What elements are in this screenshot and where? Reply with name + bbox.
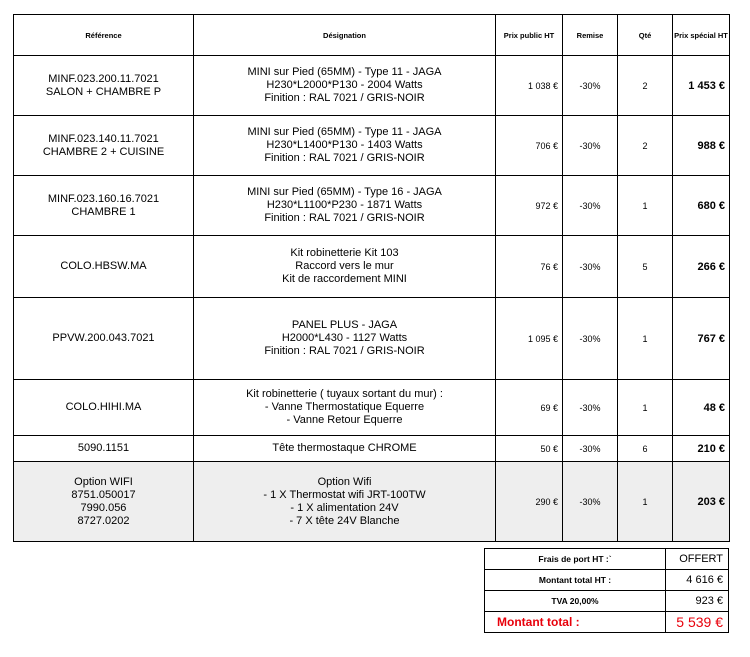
header-row [14, 15, 730, 56]
designation-cell-line: - Vanne Thermostatique Equerre [264, 401, 425, 413]
designation-cell-line: Finition : RAL 7021 / GRIS-NOIR [264, 152, 425, 164]
designation-cell-line: Tête thermostaque CHROME [272, 442, 417, 454]
designation-cell-line: Kit de raccordement MINI [282, 273, 407, 285]
reference-cell-line: COLO.HIHI.MA [65, 401, 142, 413]
prix-public-cell: 76 € [496, 236, 563, 298]
designation-cell-line: H2000*L430 - 1127 Watts [281, 332, 408, 344]
qte-cell: 2 [618, 56, 673, 116]
reference-cell-line: 7990.056 [80, 501, 127, 514]
prix-special-cell: 680 € [673, 176, 730, 236]
tva-label: TVA 20,00% [485, 591, 666, 612]
qte-cell: 6 [618, 436, 673, 462]
header-prix-special: Prix spécial HT [673, 15, 730, 56]
grand-total-row [485, 612, 729, 633]
designation-cell [194, 56, 496, 116]
reference-cell [14, 436, 194, 462]
prix-public-cell: 290 € [496, 462, 563, 542]
table-row [14, 116, 730, 176]
remise-cell: -30% [563, 298, 618, 380]
tva-value: 923 € [666, 591, 729, 612]
designation-cell-line: - Vanne Retour Equerre [286, 414, 403, 426]
qte-cell: 1 [618, 462, 673, 542]
designation-cell-line: Raccord vers le mur [295, 260, 394, 272]
remise-cell: -30% [563, 116, 618, 176]
qte-cell: 1 [618, 298, 673, 380]
qte-cell: 1 [618, 176, 673, 236]
qte-cell: 1 [618, 380, 673, 436]
designation-cell-line: PANEL PLUS - JAGA [291, 319, 398, 331]
grand-total-value: 5 539 € [666, 612, 729, 633]
frais-row [485, 549, 729, 570]
reference-cell-line: PPVW.200.043.7021 [52, 332, 155, 344]
tva-row [485, 591, 729, 612]
designation-cell [194, 462, 496, 542]
table-row [14, 56, 730, 116]
montant-ht-label: Montant total HT : [485, 570, 666, 591]
grand-total-label: Montant total : [485, 612, 666, 633]
qte-cell: 2 [618, 116, 673, 176]
header-designation: Désignation [194, 15, 496, 56]
reference-cell [14, 380, 194, 436]
designation-cell-line: Kit robinetterie ( tuyaux sortant du mur) : [246, 388, 443, 400]
prix-special-cell: 988 € [673, 116, 730, 176]
prix-public-cell: 706 € [496, 116, 563, 176]
montant-ht-value: 4 616 € [666, 570, 729, 591]
prix-special-cell: 266 € [673, 236, 730, 298]
designation-cell-line: H230*L1400*P130 - 1403 Watts [266, 139, 423, 151]
table-row [14, 436, 730, 462]
designation-cell-line: Finition : RAL 7021 / GRIS-NOIR [264, 345, 425, 357]
designation-cell-line: - 1 X Thermostat wifi JRT-100TW [263, 488, 426, 501]
designation-cell-line: MINI sur Pied (65MM) - Type 16 - JAGA [247, 186, 442, 198]
reference-cell-line: 8727.0202 [77, 514, 130, 527]
header-reference: Référence [14, 15, 194, 56]
designation-cell [194, 380, 496, 436]
table-row [14, 298, 730, 380]
reference-cell [14, 298, 194, 380]
table-row [14, 236, 730, 298]
prix-public-cell: 50 € [496, 436, 563, 462]
reference-cell-line: MINF.023.160.16.7021 [47, 192, 160, 205]
prix-public-cell: 1 038 € [496, 56, 563, 116]
table-row [14, 462, 730, 542]
remise-cell: -30% [563, 436, 618, 462]
reference-cell-line: MINF.023.200.11.7021 [48, 72, 159, 85]
designation-cell [194, 436, 496, 462]
designation-cell-line: - 7 X tête 24V Blanche [289, 514, 400, 527]
prix-special-cell: 48 € [673, 380, 730, 436]
designation-cell [194, 116, 496, 176]
frais-value: OFFERT [666, 549, 729, 570]
frais-label: Frais de port HT :` [485, 549, 666, 570]
header-prix-public: Prix public HT [496, 15, 563, 56]
reference-cell [14, 176, 194, 236]
reference-cell-line: 8751.050017 [71, 488, 136, 501]
table-row [14, 380, 730, 436]
reference-cell [14, 462, 194, 542]
prix-public-cell: 1 095 € [496, 298, 563, 380]
designation-cell-line: Option Wifi [317, 475, 372, 488]
reference-cell-line: CHAMBRE 1 [71, 205, 136, 218]
prix-special-cell: 210 € [673, 436, 730, 462]
designation-cell-line: Finition : RAL 7021 / GRIS-NOIR [264, 92, 425, 104]
designation-cell-line: H230*L2000*P130 - 2004 Watts [266, 79, 423, 91]
totals-table [484, 548, 729, 633]
designation-cell-line: - 1 X alimentation 24V [290, 501, 399, 514]
remise-cell: -30% [563, 380, 618, 436]
reference-cell-line: MINF.023.140.11.7021 [48, 132, 159, 145]
reference-cell-line: CHAMBRE 2 + CUISINE [42, 145, 165, 158]
designation-cell-line: Kit robinetterie Kit 103 [290, 247, 399, 259]
table-row [14, 176, 730, 236]
designation-cell [194, 298, 496, 380]
reference-cell [14, 56, 194, 116]
designation-cell [194, 236, 496, 298]
remise-cell: -30% [563, 462, 618, 542]
designation-cell-line: MINI sur Pied (65MM) - Type 11 - JAGA [247, 66, 442, 78]
remise-cell: -30% [563, 236, 618, 298]
reference-cell [14, 236, 194, 298]
reference-cell-line: SALON + CHAMBRE P [45, 85, 162, 98]
prix-special-cell: 1 453 € [673, 56, 730, 116]
designation-cell-line: H230*L1100*P230 - 1871 Watts [266, 199, 423, 211]
reference-cell-line: Option WIFI [74, 475, 133, 488]
reference-cell-line: COLO.HBSW.MA [60, 260, 147, 272]
designation-cell-line: Finition : RAL 7021 / GRIS-NOIR [264, 212, 425, 224]
prix-special-cell: 767 € [673, 298, 730, 380]
header-remise: Remise [563, 15, 618, 56]
header-qte: Qté [618, 15, 673, 56]
montant-ht-row [485, 570, 729, 591]
remise-cell: -30% [563, 56, 618, 116]
designation-cell-line: MINI sur Pied (65MM) - Type 11 - JAGA [247, 126, 442, 138]
reference-cell [14, 116, 194, 176]
prix-public-cell: 972 € [496, 176, 563, 236]
reference-cell-line: 5090.1151 [77, 442, 130, 454]
qte-cell: 5 [618, 236, 673, 298]
remise-cell: -30% [563, 176, 618, 236]
prix-special-cell: 203 € [673, 462, 730, 542]
designation-cell [194, 176, 496, 236]
prix-public-cell: 69 € [496, 380, 563, 436]
quote-table [13, 14, 730, 542]
